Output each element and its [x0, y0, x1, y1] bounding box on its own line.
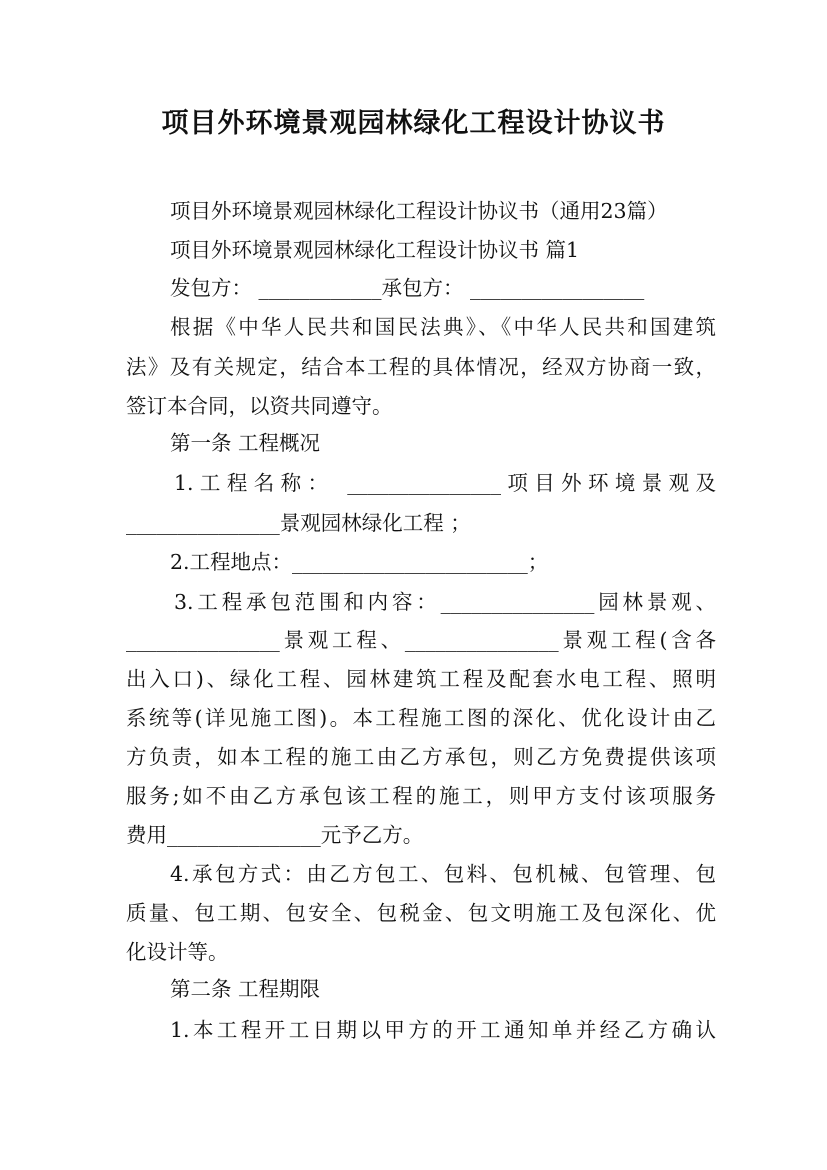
paragraph-line: 发包方： ____________承包方： _________________	[170, 276, 645, 300]
paragraph-line: 1.本工程开工日期以甲方的开工通知单并经乙方确认	[170, 1018, 716, 1042]
paragraph-line: 2.工程地点：_______________________；	[170, 550, 549, 574]
document-title: 项目外环境景观园林绿化工程设计协议书	[161, 108, 666, 139]
paragraph-line: _______________景观工程、_______________景观工程(含各	[126, 628, 716, 652]
section-heading: 第二条 工程期限	[170, 977, 321, 1001]
paragraph-line: _______________景观园林绿化工程 ；	[126, 511, 471, 535]
paragraph-line: 服务;如不由乙方承包该工程的施工，则甲方支付该项服务	[126, 784, 716, 808]
paragraph-line: 化设计等。	[126, 940, 229, 964]
paragraph-line: 签订本合同，以资共同遵守。	[126, 394, 393, 418]
paragraph-line: 系统等(详见施工图)。本工程施工图的深化、优化设计由乙	[126, 706, 716, 730]
paragraph-line: 根据《中华人民共和国民法典》、《中华人民共和国建筑	[170, 315, 716, 339]
section-heading: 第一条 工程概况	[170, 431, 321, 455]
paragraph-line: 项目外环境景观园林绿化工程设计协议书 篇1	[170, 238, 580, 262]
paragraph-line: 方负责，如本工程的施工由乙方承包，则乙方免费提供该项	[126, 745, 716, 769]
paragraph-line: 项目外环境景观园林绿化工程设计协议书（通用23篇）	[170, 199, 668, 223]
paragraph-line: 出入口)、绿化工程、园林建筑工程及配套水电工程、照明	[126, 667, 716, 691]
paragraph-line: 法》及有关规定，结合本工程的具体情况，经双方协商一致，	[126, 355, 716, 379]
paragraph-line: 4.承包方式：由乙方包工、包料、包机械、包管理、包	[170, 862, 716, 886]
paragraph-line: 3.工程承包范围和内容：_______________园林景观、	[174, 590, 716, 614]
paragraph-line: 质量、包工期、包安全、包税金、包文明施工及包深化、优	[126, 901, 716, 925]
paragraph-line: 1.工程名称： _______________项目外环境景观及	[174, 471, 716, 495]
paragraph-line: 费用_______________元予乙方。	[126, 823, 424, 847]
